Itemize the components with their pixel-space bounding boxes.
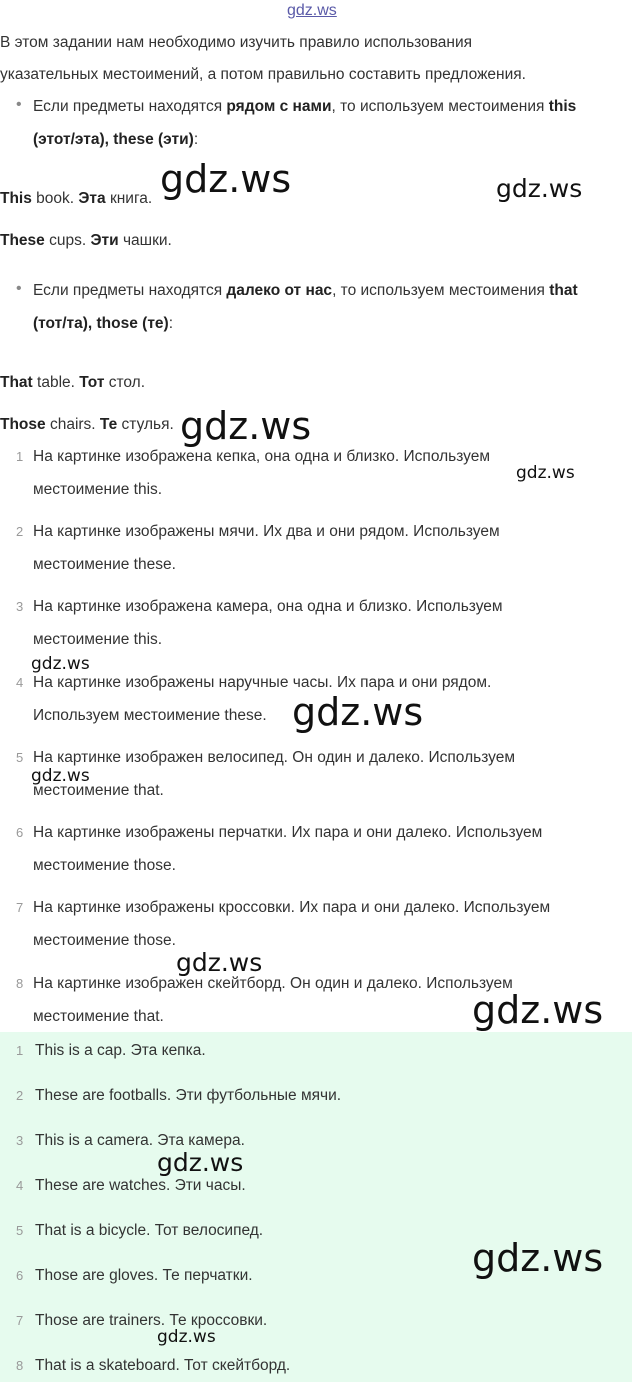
watermark: gdz.ws [31,766,90,786]
answer-line: These are watches. Эти часы. [35,1177,246,1194]
rule-near-line-2: (этот/эта), these (эти): [33,131,199,148]
explanation-line: местоимение this. [33,481,163,498]
list-number: 8 [16,976,24,991]
bullet: • [16,280,22,297]
watermark: gdz.ws [157,1148,244,1177]
intro-line-2: указательных местоимений, а потом правильно составить предложения. [0,66,526,83]
answer-line: Those are trainers. Те кроссовки. [35,1312,268,1329]
explanation-line: На картинке изображена камера, она одна и близко. Используем [33,598,503,615]
explanation-line: местоимение those. [33,932,176,949]
explanation-line: На картинке изображена кепка, она одна и близко. Используем [33,448,491,465]
example-this: This book. Эта книга. [0,190,153,207]
watermark: gdz.ws [31,654,90,674]
watermark: gdz.ws [516,463,575,483]
watermark: gdz.ws [472,988,604,1032]
watermark: gdz.ws [176,948,263,977]
list-number: 6 [16,825,24,840]
explanation-line: местоимение these. [33,556,176,573]
explanation-line: местоимение that. [33,1008,164,1025]
answer-line: That is a bicycle. Тот велосипед. [35,1222,264,1239]
watermark: gdz.ws [157,1327,216,1347]
bullet: • [16,96,22,113]
example-these: These cups. Эти чашки. [0,232,172,249]
explanation-line: На картинке изображены кроссовки. Их пара и они далеко. Используем [33,899,551,916]
watermark: gdz.ws [160,157,292,201]
answer-number: 4 [16,1178,24,1193]
explanation-line: На картинке изображен скейтборд. Он один и далеко. Используем [33,975,513,992]
explanation-line: На картинке изображены мячи. Их два и они рядом. Используем [33,523,500,540]
rule-near-line-1: Если предметы находятся рядом с нами, то используем местоимения this [33,98,577,115]
explanation-line: На картинке изображены наручные часы. Их пара и они рядом. [33,674,492,691]
answer-line: That is a skateboard. Тот скейтборд. [35,1357,291,1374]
watermark: gdz.ws [292,690,424,734]
answer-number: 2 [16,1088,24,1103]
answer-number: 7 [16,1313,24,1328]
watermark: gdz.ws [472,1236,604,1280]
answer-number: 1 [16,1043,24,1058]
watermark: gdz.ws [180,404,312,448]
rule-far-line-1: Если предметы находятся далеко от нас, то используем местоимения that [33,282,578,299]
answer-number: 8 [16,1358,24,1373]
explanation-line: местоимение this. [33,631,163,648]
example-those: Those chairs. Те стулья. [0,416,174,433]
intro-line-1: В этом задании нам необходимо изучить правило использования [0,34,473,51]
answer-line: This is a cap. Эта кепка. [35,1042,206,1059]
answer-number: 6 [16,1268,24,1283]
list-number: 7 [16,900,24,915]
answer-number: 5 [16,1223,24,1238]
example-that: That table. Тот стол. [0,374,146,391]
list-number: 4 [16,675,24,690]
explanation-line: местоимение that. [33,782,164,799]
explanation-line: местоимение those. [33,857,176,874]
list-number: 5 [16,750,24,765]
rule-far-line-2: (тот/та), those (те): [33,315,174,332]
answer-line: This is a camera. Эта камера. [35,1132,245,1149]
answer-line: Those are gloves. Те перчатки. [35,1267,253,1284]
watermark: gdz.ws [496,174,583,203]
list-number: 3 [16,599,24,614]
explanation-line: На картинке изображены перчатки. Их пара и они далеко. Используем [33,824,543,841]
answer-number: 3 [16,1133,24,1148]
watermark-top: gdz.ws [287,2,337,19]
list-number: 2 [16,524,24,539]
explanation-line: На картинке изображен велосипед. Он один и далеко. Используем [33,749,515,766]
answer-line: These are footballs. Эти футбольные мячи. [35,1087,342,1104]
list-number: 1 [16,449,24,464]
explanation-line: Используем местоимение these. [33,707,267,724]
